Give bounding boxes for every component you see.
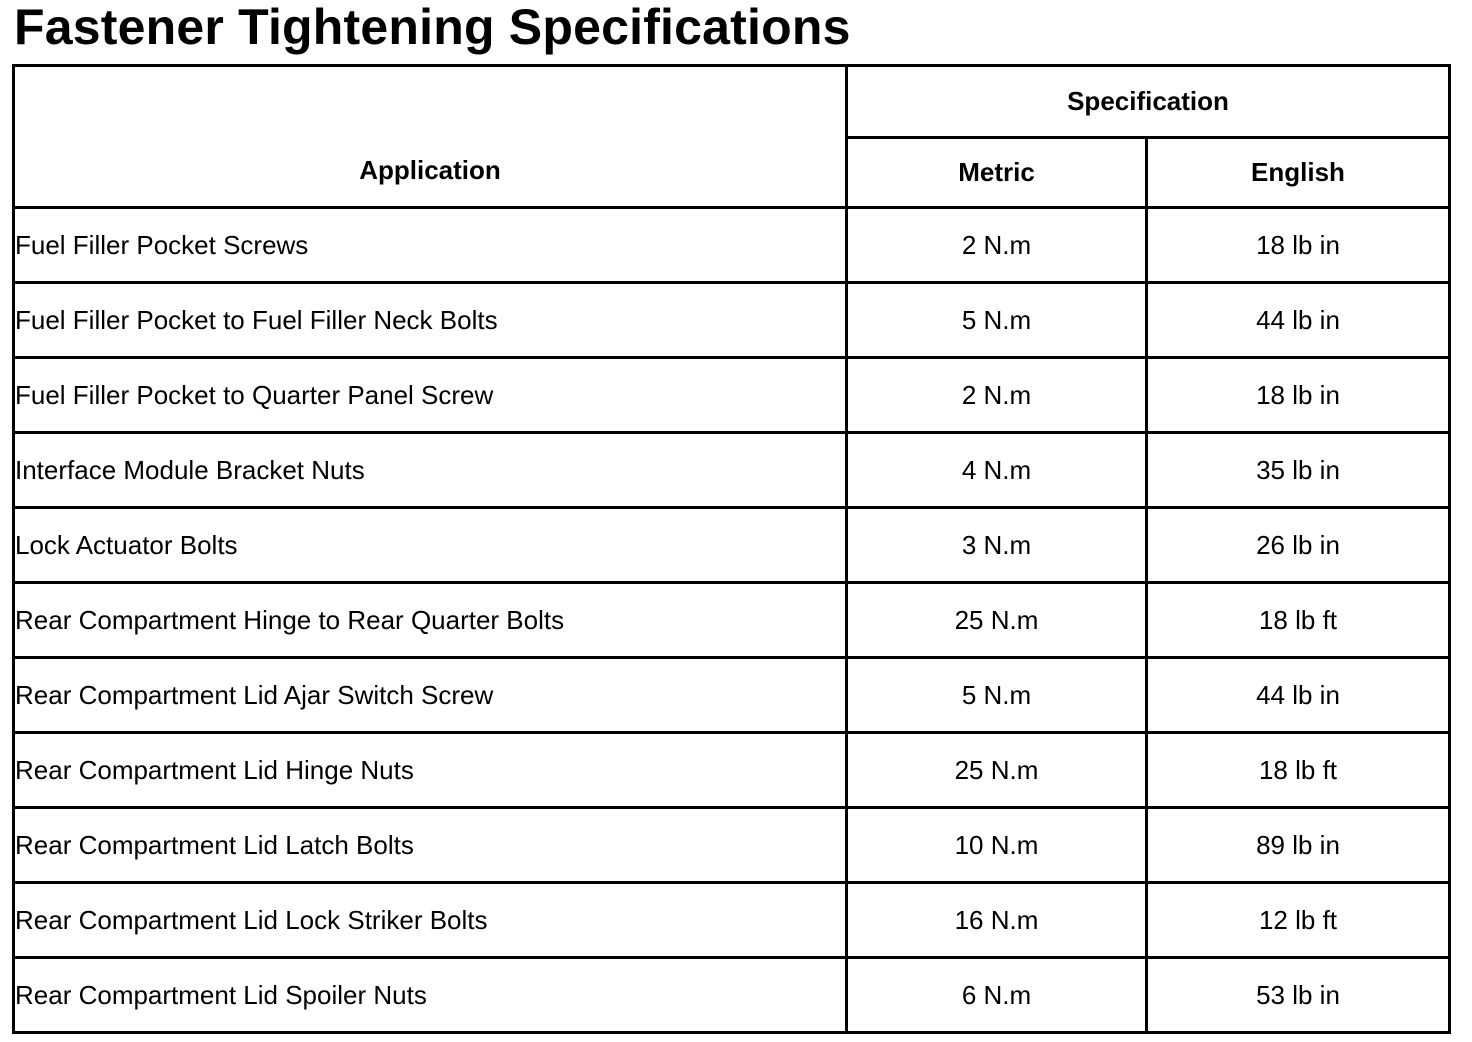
english-cell: 53 lb in: [1147, 958, 1450, 1033]
table-row: [14, 358, 1450, 433]
application-cell: Interface Module Bracket Nuts: [14, 433, 847, 508]
application-cell: Rear Compartment Lid Lock Striker Bolts: [14, 883, 847, 958]
table-row: [14, 433, 1450, 508]
table-row: [14, 808, 1450, 883]
application-cell: Rear Compartment Lid Ajar Switch Screw: [14, 658, 847, 733]
table-row: [14, 283, 1450, 358]
table-row: [14, 883, 1450, 958]
metric-cell: 4 N.m: [847, 433, 1147, 508]
page-title: Fastener Tightening Specifications: [14, 0, 851, 55]
application-cell: Rear Compartment Hinge to Rear Quarter Bolts: [14, 583, 847, 658]
metric-cell: 25 N.m: [847, 733, 1147, 808]
application-cell: Fuel Filler Pocket to Quarter Panel Screw: [14, 358, 847, 433]
english-cell: 18 lb in: [1147, 358, 1450, 433]
english-cell: 12 lb ft: [1147, 883, 1450, 958]
metric-cell: 5 N.m: [847, 283, 1147, 358]
application-cell: Lock Actuator Bolts: [14, 508, 847, 583]
application-cell: Fuel Filler Pocket to Fuel Filler Neck Bolts: [14, 283, 847, 358]
metric-column-header: Metric: [847, 138, 1147, 208]
metric-cell: 25 N.m: [847, 583, 1147, 658]
application-cell: Fuel Filler Pocket Screws: [14, 208, 847, 283]
application-cell: Rear Compartment Lid Spoiler Nuts: [14, 958, 847, 1033]
metric-cell: 10 N.m: [847, 808, 1147, 883]
english-cell: 89 lb in: [1147, 808, 1450, 883]
metric-cell: 16 N.m: [847, 883, 1147, 958]
application-cell: Rear Compartment Lid Latch Bolts: [14, 808, 847, 883]
table-row: [14, 658, 1450, 733]
english-cell: 18 lb ft: [1147, 583, 1450, 658]
specification-column-header: Specification: [847, 66, 1450, 138]
english-cell: 35 lb in: [1147, 433, 1450, 508]
table-row: [14, 958, 1450, 1033]
metric-cell: 2 N.m: [847, 208, 1147, 283]
table-row: [14, 208, 1450, 283]
english-cell: 44 lb in: [1147, 283, 1450, 358]
english-cell: 26 lb in: [1147, 508, 1450, 583]
metric-cell: 6 N.m: [847, 958, 1147, 1033]
metric-cell: 3 N.m: [847, 508, 1147, 583]
english-column-header: English: [1147, 138, 1450, 208]
table-header-row: [14, 66, 1450, 138]
table-row: [14, 583, 1450, 658]
table-row: [14, 508, 1450, 583]
english-cell: 18 lb ft: [1147, 733, 1450, 808]
metric-cell: 5 N.m: [847, 658, 1147, 733]
english-cell: 44 lb in: [1147, 658, 1450, 733]
application-column-header: Application: [14, 66, 847, 208]
application-cell: Rear Compartment Lid Hinge Nuts: [14, 733, 847, 808]
table-row: [14, 733, 1450, 808]
english-cell: 18 lb in: [1147, 208, 1450, 283]
fastener-spec-table: [12, 64, 1451, 1034]
metric-cell: 2 N.m: [847, 358, 1147, 433]
